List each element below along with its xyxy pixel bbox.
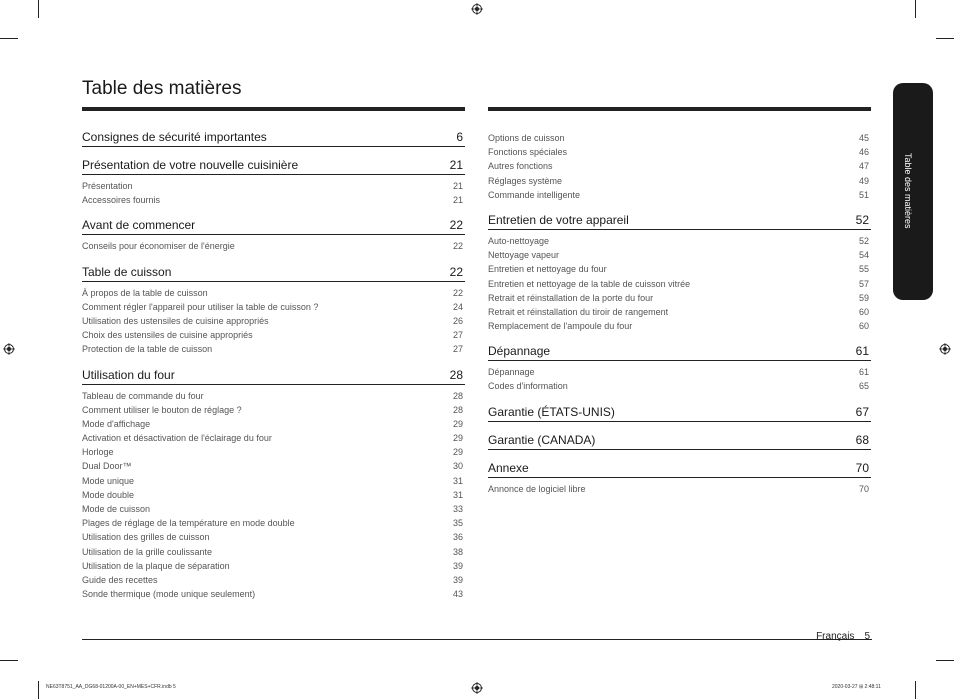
toc-item-label: Mode d'affichage (82, 418, 151, 429)
toc-item-page: 29 (452, 418, 463, 429)
toc-item-label: Fonctions spéciales (488, 147, 568, 158)
toc-item[interactable] (488, 248, 871, 262)
toc-section-title: Avant de commencer (82, 218, 196, 233)
toc-item-label: Auto-nettoyage (488, 235, 550, 246)
toc-item-label: Dual Door™ (82, 461, 132, 472)
crop-mark (38, 681, 39, 699)
toc-item-label: Protection de la table de cuisson (82, 344, 213, 355)
page-title: Table des matières (82, 78, 242, 99)
toc-item[interactable] (82, 328, 465, 342)
toc-item-page: 59 (858, 292, 869, 303)
toc-item-page: 51 (858, 189, 869, 200)
toc-item-page: 31 (452, 475, 463, 486)
toc-section-title: Dépannage (488, 344, 551, 359)
toc-item[interactable] (82, 587, 465, 601)
toc-item-label: Comment utiliser le bouton de réglage ? (82, 404, 242, 415)
toc-item-page: 28 (452, 404, 463, 415)
toc-section-page: 70 (855, 460, 869, 475)
toc-item[interactable] (488, 188, 871, 202)
toc-item-page: 29 (452, 447, 463, 458)
toc-item-page: 49 (858, 175, 869, 186)
toc-item-page: 36 (452, 532, 463, 543)
toc-section-page: 28 (449, 367, 463, 382)
toc-item[interactable] (82, 559, 465, 573)
toc-item[interactable] (488, 379, 871, 393)
toc-section-list (488, 211, 871, 496)
toc-section-heading[interactable] (488, 211, 871, 230)
toc-item[interactable] (82, 300, 465, 314)
toc-item-page: 27 (452, 344, 463, 355)
toc-item-label: Autres fonctions (488, 161, 553, 172)
toc-item-page: 60 (858, 321, 869, 332)
toc-item-label: Remplacement de l'ampoule du four (488, 321, 633, 332)
print-slug-date: 2020-03-27 ⊞ 2:48:11 (832, 684, 881, 690)
toc-item-list (82, 235, 465, 253)
toc-item-page: 30 (452, 461, 463, 472)
toc-item-label: Utilisation des grilles de cuisson (82, 532, 210, 543)
toc-item[interactable] (82, 239, 465, 253)
toc-item[interactable] (488, 174, 871, 188)
toc-item[interactable] (488, 482, 871, 496)
toc-item-page: 35 (452, 518, 463, 529)
toc-item-page: 54 (858, 250, 869, 261)
toc-right-column (488, 107, 871, 496)
toc-item[interactable] (82, 179, 465, 193)
toc-section-page: 22 (449, 218, 463, 233)
toc-item[interactable] (82, 314, 465, 328)
toc-item-list (488, 361, 871, 393)
toc-item-page: 70 (858, 483, 869, 494)
toc-item[interactable] (82, 431, 465, 445)
toc-item[interactable] (82, 286, 465, 300)
toc-item[interactable] (82, 417, 465, 431)
toc-section-heading[interactable] (82, 128, 465, 147)
crop-mark (38, 0, 39, 18)
toc-section-heading[interactable] (82, 263, 465, 282)
toc-item[interactable] (488, 131, 871, 145)
toc-item-page: 47 (858, 161, 869, 172)
registration-mark-icon (471, 682, 483, 694)
footer-language: Français (816, 631, 855, 642)
toc-item[interactable] (82, 193, 465, 207)
toc-section-heading[interactable] (82, 366, 465, 385)
toc-item[interactable] (488, 305, 871, 319)
page-number: 5 (864, 631, 870, 642)
toc-item-page: 38 (452, 546, 463, 557)
toc-section-title: Annexe (488, 460, 529, 475)
toc-item-label: À propos de la table de cuisson (82, 287, 208, 298)
toc-item[interactable] (82, 403, 465, 417)
toc-item-label: Utilisation de la plaque de séparation (82, 560, 230, 571)
toc-item-label: Plages de réglage de la température en mode double (82, 518, 295, 529)
toc-item-label: Activation et désactivation de l'éclairage du four (82, 433, 272, 444)
toc-section-page: 67 (855, 404, 869, 419)
toc-item[interactable] (488, 262, 871, 276)
toc-item-page: 57 (858, 278, 869, 289)
toc-item-label: Sonde thermique (mode unique seulement) (82, 589, 256, 600)
toc-item-label: Utilisation des ustensiles de cuisine appropriés (82, 315, 269, 326)
column-rule (488, 107, 871, 111)
crop-mark (0, 38, 18, 39)
toc-item[interactable] (82, 488, 465, 502)
chapter-tab[interactable] (893, 83, 933, 300)
toc-section-heading[interactable] (488, 431, 871, 450)
toc-item[interactable] (82, 459, 465, 473)
toc-item-page: 28 (452, 390, 463, 401)
toc-item-page: 55 (858, 264, 869, 275)
toc-section-page: 21 (449, 158, 463, 172)
toc-section-heading[interactable] (488, 459, 871, 478)
toc-item-label: Commande intelligente (488, 189, 581, 200)
toc-item-list (488, 478, 871, 496)
toc-section-heading[interactable] (82, 156, 465, 175)
toc-item-page: 22 (452, 287, 463, 298)
toc-item-label: Codes d'information (488, 381, 568, 392)
toc-item[interactable] (82, 389, 465, 403)
toc-item-page: 65 (858, 381, 869, 392)
toc-section-title: Utilisation du four (82, 367, 175, 382)
column-rule (82, 107, 465, 111)
toc-section-heading[interactable] (82, 216, 465, 235)
toc-item-label: Dépannage (488, 367, 535, 378)
registration-mark-icon (939, 343, 951, 355)
toc-section-page: 52 (855, 212, 869, 227)
toc-item[interactable] (488, 319, 871, 333)
crop-mark (936, 38, 954, 39)
toc-item-page: 39 (452, 574, 463, 585)
toc-section-page: 61 (855, 344, 869, 359)
toc-item-label: Mode unique (82, 475, 135, 486)
toc-item-label: Horloge (82, 447, 114, 458)
toc-item-label: Utilisation de la grille coulissante (82, 546, 213, 557)
toc-item-label: Tableau de commande du four (82, 390, 204, 401)
toc-item-label: Accessoires fournis (82, 195, 161, 206)
toc-section-heading[interactable] (488, 342, 871, 361)
toc-item[interactable] (488, 277, 871, 291)
toc-item-page: 31 (452, 489, 463, 500)
toc-section-title: Consignes de sécurité importantes (82, 130, 267, 144)
toc-section-heading[interactable] (488, 403, 871, 422)
registration-mark-icon (3, 343, 15, 355)
registration-mark-icon (471, 3, 483, 15)
toc-item-label: Annonce de logiciel libre (488, 483, 586, 494)
toc-item-label: Choix des ustensiles de cuisine appropriés (82, 330, 253, 341)
toc-item-list (82, 175, 465, 207)
print-slug-file: NE63T8751_AA_DG68-01200A-00_EN+MES+CFR.indb 5 (46, 684, 176, 690)
toc-item-label: Comment régler l'appareil pour utiliser la table de cuisson ? (82, 301, 319, 312)
toc-section-list (82, 128, 465, 601)
toc-item-page: 33 (452, 504, 463, 514)
toc-item[interactable] (82, 502, 465, 516)
toc-item-label: Retrait et réinstallation de la porte du four (488, 292, 654, 303)
crop-mark (0, 660, 18, 661)
toc-section-title: Table de cuisson (82, 264, 172, 279)
toc-item-label: Conseils pour économiser de l'énergie (82, 241, 235, 252)
toc-section-page: 6 (456, 130, 463, 144)
toc-section-title: Garantie (CANADA) (488, 432, 596, 447)
toc-item-label: Réglages système (488, 175, 563, 186)
toc-item[interactable] (82, 530, 465, 544)
toc-item-page: 43 (452, 589, 463, 600)
toc-item-page: 61 (858, 367, 869, 378)
toc-left-column (82, 107, 465, 601)
toc-item-page: 52 (858, 235, 869, 246)
toc-item-label: Nettoyage vapeur (488, 250, 560, 261)
toc-item[interactable] (488, 234, 871, 248)
crop-mark (915, 0, 916, 18)
toc-item[interactable] (82, 545, 465, 559)
toc-item[interactable] (82, 573, 465, 587)
toc-item-label: Mode double (82, 489, 135, 500)
toc-item-label: Retrait et réinstallation du tiroir de rangement (488, 306, 669, 317)
page-footer (816, 631, 870, 642)
toc-item-list (82, 282, 465, 357)
crop-mark (936, 660, 954, 661)
toc-item-page: 21 (452, 181, 463, 191)
toc-item-label: Mode de cuisson (82, 504, 151, 514)
toc-item[interactable] (82, 342, 465, 356)
toc-item-list (82, 385, 465, 602)
toc-item-list (488, 131, 871, 202)
toc-item-page: 46 (858, 147, 869, 158)
toc-item[interactable] (82, 445, 465, 459)
toc-item-label: Entretien et nettoyage de la table de cuisson vitrée (488, 278, 691, 289)
toc-item-page: 27 (452, 330, 463, 341)
toc-item-page: 45 (858, 133, 869, 143)
toc-item-page: 21 (452, 195, 463, 206)
footer-rule (82, 639, 872, 640)
toc-item[interactable] (488, 291, 871, 305)
toc-item-page: 39 (452, 560, 463, 571)
toc-item-page: 24 (452, 301, 463, 312)
toc-section-page: 68 (855, 432, 869, 447)
toc-section-page: 22 (449, 264, 463, 279)
toc-section-title: Entretien de votre appareil (488, 212, 629, 227)
toc-item[interactable] (82, 474, 465, 488)
toc-item-list (488, 230, 871, 333)
crop-mark (915, 681, 916, 699)
toc-item-page: 26 (452, 315, 463, 326)
toc-item-label: Présentation (82, 181, 133, 191)
toc-item[interactable] (488, 365, 871, 379)
toc-item-page: 60 (858, 306, 869, 317)
toc-item[interactable] (488, 145, 871, 159)
toc-item[interactable] (82, 516, 465, 530)
toc-item-page: 22 (452, 241, 463, 252)
toc-item-label: Guide des recettes (82, 574, 158, 585)
toc-section-title: Présentation de votre nouvelle cuisinière (82, 158, 299, 172)
toc-item-page: 29 (452, 433, 463, 444)
toc-item-label: Entretien et nettoyage du four (488, 264, 607, 275)
toc-item[interactable] (488, 159, 871, 173)
chapter-tab-label: Table des matières (903, 153, 913, 229)
toc-item-label: Options de cuisson (488, 133, 565, 143)
toc-section-title: Garantie (ÉTATS-UNIS) (488, 404, 615, 419)
